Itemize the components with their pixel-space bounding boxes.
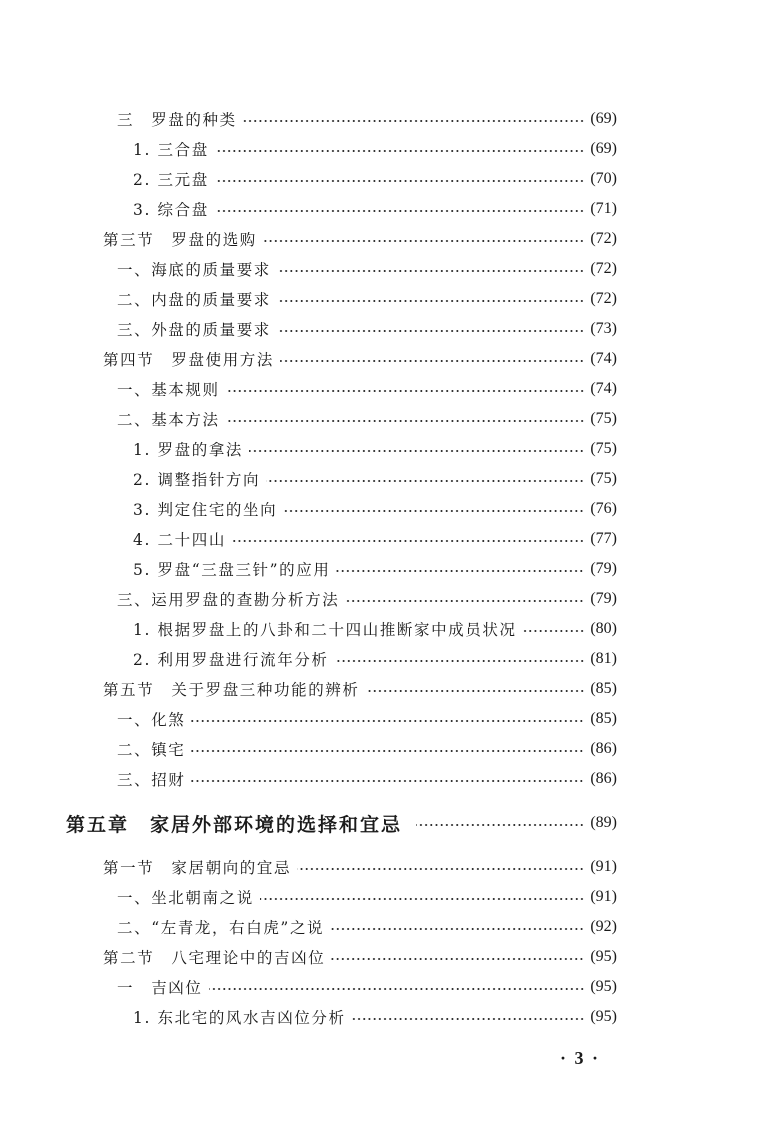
chapter-entry[interactable] <box>66 808 617 838</box>
entry-title: 二、内盘的质量要求 <box>117 291 271 309</box>
entry-title: 第四节 罗盘使用方法 <box>103 351 275 369</box>
dot-leader <box>335 660 585 662</box>
toc-entry[interactable] <box>117 912 617 942</box>
entry-page-number: (79) <box>590 590 617 607</box>
section-entry[interactable] <box>103 224 617 254</box>
toc-entry[interactable] <box>133 464 617 494</box>
entry-page-number: (72) <box>590 260 617 277</box>
dot-leader <box>277 330 584 332</box>
page-number: · 3 · <box>560 1048 601 1068</box>
entry-page-number: (72) <box>590 290 617 307</box>
toc-entry[interactable] <box>133 644 617 674</box>
entry-title: 5. 罗盘“三盘三针”的应用 <box>133 561 331 579</box>
toc-entry[interactable] <box>117 764 617 794</box>
entry-page-number: (75) <box>590 410 617 427</box>
dot-leader <box>191 720 584 722</box>
entry-page-number: (95) <box>590 1008 617 1025</box>
entry-title: 二、镇宅 <box>117 741 186 759</box>
entry-page-number: (69) <box>590 110 617 127</box>
entry-title: 三、外盘的质量要求 <box>117 321 271 339</box>
entry-page-number: (75) <box>590 470 617 487</box>
entry-page-number: (75) <box>590 440 617 457</box>
entry-page-number: (74) <box>590 350 617 367</box>
dot-leader <box>232 540 584 542</box>
entry-title: 一、坐北朝南之说 <box>117 889 254 907</box>
entry-page-number: (91) <box>590 858 617 875</box>
toc-entry[interactable] <box>117 972 617 1002</box>
entry-title: 一、化煞 <box>117 711 186 729</box>
entry-title: 第一节 家居朝向的宜忌 <box>103 859 292 877</box>
dot-leader <box>226 390 585 392</box>
toc-entry[interactable] <box>117 314 617 344</box>
toc-entry[interactable] <box>133 494 617 524</box>
entry-title: 一、基本规则 <box>117 381 220 399</box>
dot-leader <box>352 1018 585 1020</box>
dot-leader <box>263 240 584 242</box>
entry-title: 4. 二十四山 <box>133 531 226 549</box>
entry-page-number: (85) <box>590 710 617 727</box>
toc-entry[interactable] <box>117 404 617 434</box>
entry-page-number: (71) <box>590 200 617 217</box>
entry-page-number: (95) <box>590 948 617 965</box>
entry-page-number: (73) <box>590 320 617 337</box>
toc-entry[interactable] <box>133 194 617 224</box>
dot-leader <box>215 150 585 152</box>
entry-title: 1. 东北宅的风水吉凶位分析 <box>133 1009 346 1027</box>
entry-page-number: (92) <box>590 918 617 935</box>
dot-leader <box>523 630 585 632</box>
dot-leader <box>345 600 584 602</box>
entry-page-number: (79) <box>590 560 617 577</box>
dot-leader <box>260 898 585 900</box>
toc-entry[interactable] <box>133 554 617 584</box>
entry-page-number: (86) <box>590 770 617 787</box>
entry-title: 第五节 关于罗盘三种功能的辨析 <box>103 681 360 699</box>
dot-leader <box>243 120 585 122</box>
entry-title: 3. 判定住宅的坐向 <box>133 501 278 519</box>
dot-leader <box>366 690 585 692</box>
entry-title: 三 罗盘的种类 <box>117 111 237 129</box>
entry-title: 第三节 罗盘的选购 <box>103 231 257 249</box>
toc-entry[interactable] <box>117 584 617 614</box>
dot-leader <box>215 180 585 182</box>
dot-leader <box>277 270 584 272</box>
entry-page-number: (86) <box>590 740 617 757</box>
dot-leader <box>215 210 585 212</box>
entry-title: 三、招财 <box>117 771 186 789</box>
dot-leader <box>330 928 584 930</box>
entry-page-number: (85) <box>590 680 617 697</box>
entry-page-number: (77) <box>590 530 617 547</box>
toc-entry[interactable] <box>117 374 617 404</box>
entry-page-number: (70) <box>590 170 617 187</box>
entry-page-number: (81) <box>590 650 617 667</box>
dot-leader <box>283 510 584 512</box>
dot-leader <box>280 360 584 362</box>
toc-entry[interactable] <box>117 882 617 912</box>
toc-entry[interactable] <box>133 1002 617 1032</box>
section-entry[interactable] <box>103 942 617 972</box>
section-entry[interactable] <box>103 344 617 374</box>
entry-page-number: (80) <box>590 620 617 637</box>
entry-title: 2. 调整指针方向 <box>133 471 261 489</box>
toc-entry[interactable] <box>133 614 617 644</box>
entry-title: 2. 利用罗盘进行流年分析 <box>133 651 329 669</box>
toc-entry[interactable] <box>133 134 617 164</box>
entry-title: 二、“左青龙，右白虎”之说 <box>117 919 325 937</box>
entry-title: 1. 罗盘的拿法 <box>133 441 244 459</box>
entry-title: 第五章 家居外部环境的选择和宜忌 <box>66 813 403 836</box>
entry-title: 3. 综合盘 <box>133 201 209 219</box>
entry-page-number: (72) <box>590 230 617 247</box>
section-entry[interactable] <box>103 674 617 704</box>
toc-entry[interactable] <box>117 284 617 314</box>
toc-entry[interactable] <box>133 164 617 194</box>
entry-title: 1. 根据罗盘上的八卦和二十四山推断家中成员状况 <box>133 621 517 639</box>
entry-page-number: (74) <box>590 380 617 397</box>
entry-title: 二、基本方法 <box>117 411 220 429</box>
toc-entry[interactable] <box>117 734 617 764</box>
entry-title: 一 吉凶位 <box>117 979 203 997</box>
toc-entry[interactable] <box>117 704 617 734</box>
entry-title: 2. 三元盘 <box>133 171 209 189</box>
entry-page-number: (69) <box>590 140 617 157</box>
toc-entry[interactable] <box>117 104 617 134</box>
dot-leader <box>191 750 584 752</box>
toc-entry[interactable] <box>133 434 617 464</box>
entry-title: 第二节 八宅理论中的吉凶位 <box>103 949 326 967</box>
dot-leader <box>209 988 585 990</box>
entry-page-number: (95) <box>590 978 617 995</box>
toc-entry[interactable] <box>133 524 617 554</box>
entry-title: 三、运用罗盘的查勘分析方法 <box>117 591 340 609</box>
entry-page-number: (89) <box>590 814 617 831</box>
dot-leader <box>191 780 584 782</box>
entry-page-number: (91) <box>590 888 617 905</box>
entry-page-number: (76) <box>590 500 617 517</box>
entry-title: 1. 三合盘 <box>133 141 209 159</box>
dot-leader <box>266 480 584 482</box>
toc-entry[interactable] <box>117 254 617 284</box>
dot-leader <box>336 570 584 572</box>
dot-leader <box>277 300 584 302</box>
dot-leader <box>226 420 585 422</box>
entry-title: 一、海底的质量要求 <box>117 261 271 279</box>
dot-leader <box>249 450 584 452</box>
section-entry[interactable] <box>103 852 617 882</box>
dot-leader <box>331 958 584 960</box>
dot-leader <box>416 824 584 826</box>
dot-leader <box>297 868 584 870</box>
